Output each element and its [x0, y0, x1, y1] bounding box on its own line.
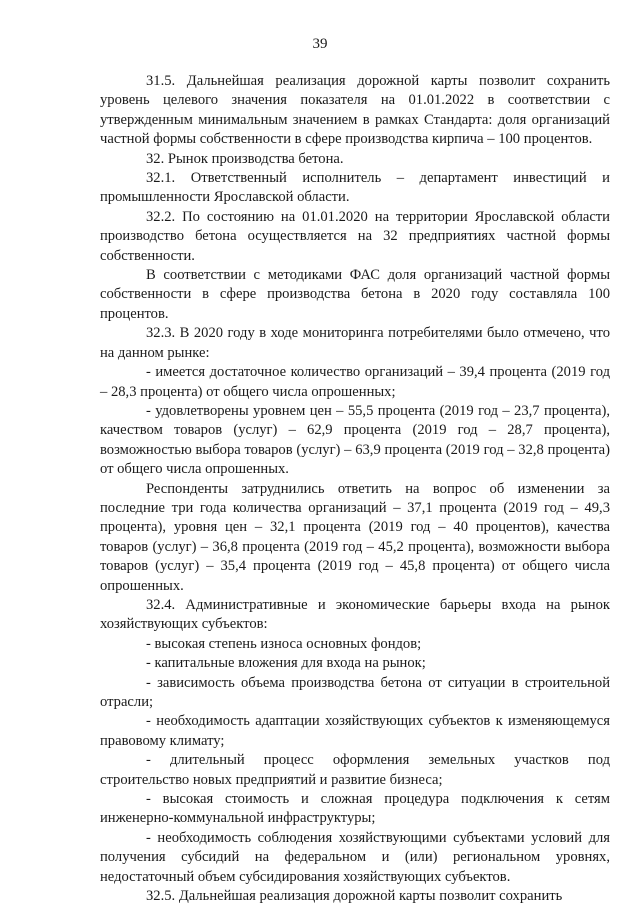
barrier-item: - необходимость адаптации хозяйствующих субъектов к изменяющемуся правовому климату;: [100, 713, 610, 749]
paragraph-32-5: 32.5. Дальнейшая реализация дорожной карты позволит сохранить: [146, 888, 563, 905]
list-item-organizations: - имеется достаточное количество организаций – 39,4 процента (2019 год – 28,3 процента) от общего числа опрошенных;: [100, 364, 610, 400]
paragraph-respondents: Респонденты затруднились ответить на вопрос об изменении за последние три года количества организаций – 37,1 процента (2019 год – 49,3 процента), уровня цен – 32,1 процента (2019 год – 40 процентов), качества товаров (услуг) – 36,8 процента (2019 год – 45,2 процента), возможности выбора товаров (услуг) – 35,4 процента (2019 год – 45,8 процента) от общего числа опрошенных.: [100, 480, 610, 594]
page-number: 39: [312, 36, 328, 52]
barrier-item: - необходимость соблюдения хозяйствующими субъектами условий для получения субсидий на федеральном и (или) региональном уровнях, недостаточный объем субсидирования хозяйствующих субъектов.: [100, 829, 610, 885]
barrier-item: - длительный процесс оформления земельных участков под строительство новых предприятий и развитие бизнеса;: [100, 752, 610, 788]
list-item-satisfaction: - удовлетворены уровнем цен – 55,5 процента (2019 год – 23,7 процента), качеством товаров (услуг) – 62,9 процента (2019 год – 28,7 процента), возможностью выбора товаров (услуг) – 63,9 процента (2019 год – 32,8 процента) от общего числа опрошенных.: [100, 402, 610, 478]
barrier-item: - высокая стоимость и сложная процедура подключения к сетям инженерно-коммунальной инфраструктуры;: [100, 791, 610, 827]
paragraph-32-2: 32.2. По состоянию на 01.01.2020 на территории Ярославской области производство бетона осуществляется на 32 предприятиях частной формы собственности.: [100, 208, 610, 264]
barrier-item: - зависимость объема производства бетона от ситуации в строительной отрасли;: [100, 674, 610, 710]
paragraph-32-3: 32.3. В 2020 году в ходе мониторинга потребителями было отмечено, что на данном рынке:: [100, 325, 610, 361]
paragraph-31-5: 31.5. Дальнейшая реализация дорожной карты позволит сохранить уровень целевого значения показателя на 01.01.2022 в соответствии с утвержденным минимальным значением в рамках Стандарта: доля организаций частной формы собственности в сфере производства кирпича – 100 процентов.: [100, 73, 610, 148]
paragraph-fas-share: В соответствии с методиками ФАС доля организаций частной формы собственности в сфере производства бетона в 2020 году составляла 100 процентов.: [100, 267, 610, 322]
section-heading-32: 32. Рынок производства бетона.: [146, 150, 344, 167]
barrier-item: - капитальные вложения для входа на рынок;: [146, 655, 426, 672]
paragraph-32-4: 32.4. Административные и экономические барьеры входа на рынок хозяйствующих субъектов:: [100, 596, 610, 633]
document-body: [100, 72, 610, 906]
barrier-item: - высокая степень износа основных фондов;: [146, 635, 422, 652]
paragraph-32-1: 32.1. Ответственный исполнитель – департамент инвестиций и промышленности Ярославской области.: [100, 170, 610, 206]
